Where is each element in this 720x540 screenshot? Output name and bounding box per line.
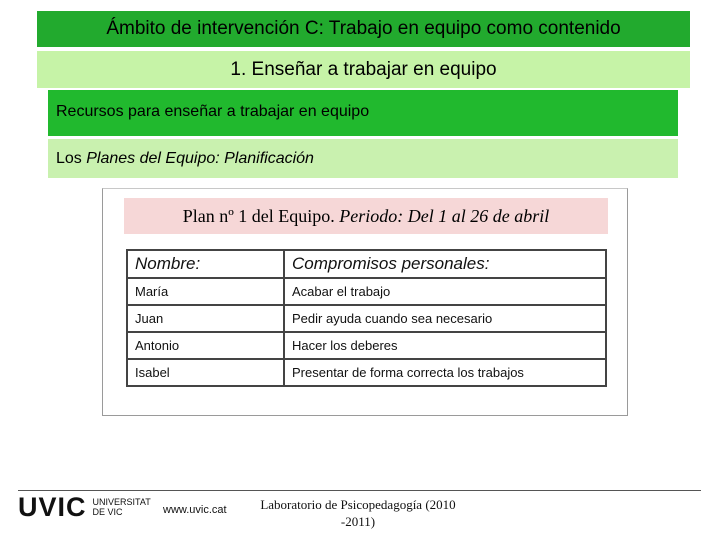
cell-commitment: Acabar el trabajo <box>284 278 606 305</box>
plan-title-text: Plan nº 1 del Equipo. <box>182 206 340 226</box>
cell-name: María <box>127 278 284 305</box>
header-commitments: Compromisos personales: <box>284 250 606 278</box>
subsection-italic: Planes del Equipo: Planificación <box>86 150 314 167</box>
footer-divider <box>18 490 701 491</box>
cell-commitment: Pedir ayuda cuando sea necesario <box>284 305 606 332</box>
plan-period: Periodo: Del 1 al 26 de abril <box>339 206 550 226</box>
table-row <box>127 332 606 359</box>
header-name: Nombre: <box>127 250 284 278</box>
commitments-table <box>126 249 607 387</box>
subtitle-bar <box>37 51 690 88</box>
logo-subtitle <box>93 497 151 517</box>
section-bar <box>48 90 678 136</box>
section-title: Recursos para enseñar a trabajar en equipo <box>56 103 370 120</box>
cell-commitment: Presentar de forma correcta los trabajos <box>284 359 606 386</box>
subtitle: 1. Enseñar a trabajar en equipo <box>230 59 497 80</box>
cell-name: Antonio <box>127 332 284 359</box>
main-title-bar <box>37 11 690 47</box>
footer-lab-line1: Laboratorio de Psicopedagogía (2010 <box>260 497 456 512</box>
logo-subtitle-line1: UNIVERSITAT <box>92 497 151 507</box>
logo-wordmark: UVIC <box>18 492 87 522</box>
cell-name: Juan <box>127 305 284 332</box>
table-row <box>127 359 606 386</box>
main-title: Ámbito de intervención C: Trabajo en equipo como contenido <box>106 18 621 39</box>
cell-name: Isabel <box>127 359 284 386</box>
uvic-logo <box>18 492 151 522</box>
table-row <box>127 305 606 332</box>
cell-commitment: Hacer los deberes <box>284 332 606 359</box>
table-row <box>127 278 606 305</box>
footer-lab <box>248 496 468 530</box>
subsection-bar <box>48 139 678 178</box>
footer-lab-line2: -2011) <box>340 514 376 529</box>
logo-subtitle-line2: DE VIC <box>92 507 123 517</box>
plan-title <box>124 198 608 234</box>
footer-url[interactable]: www.uvic.cat <box>163 504 227 516</box>
subsection-prefix: Los <box>56 150 87 167</box>
table-header-row <box>127 250 606 278</box>
